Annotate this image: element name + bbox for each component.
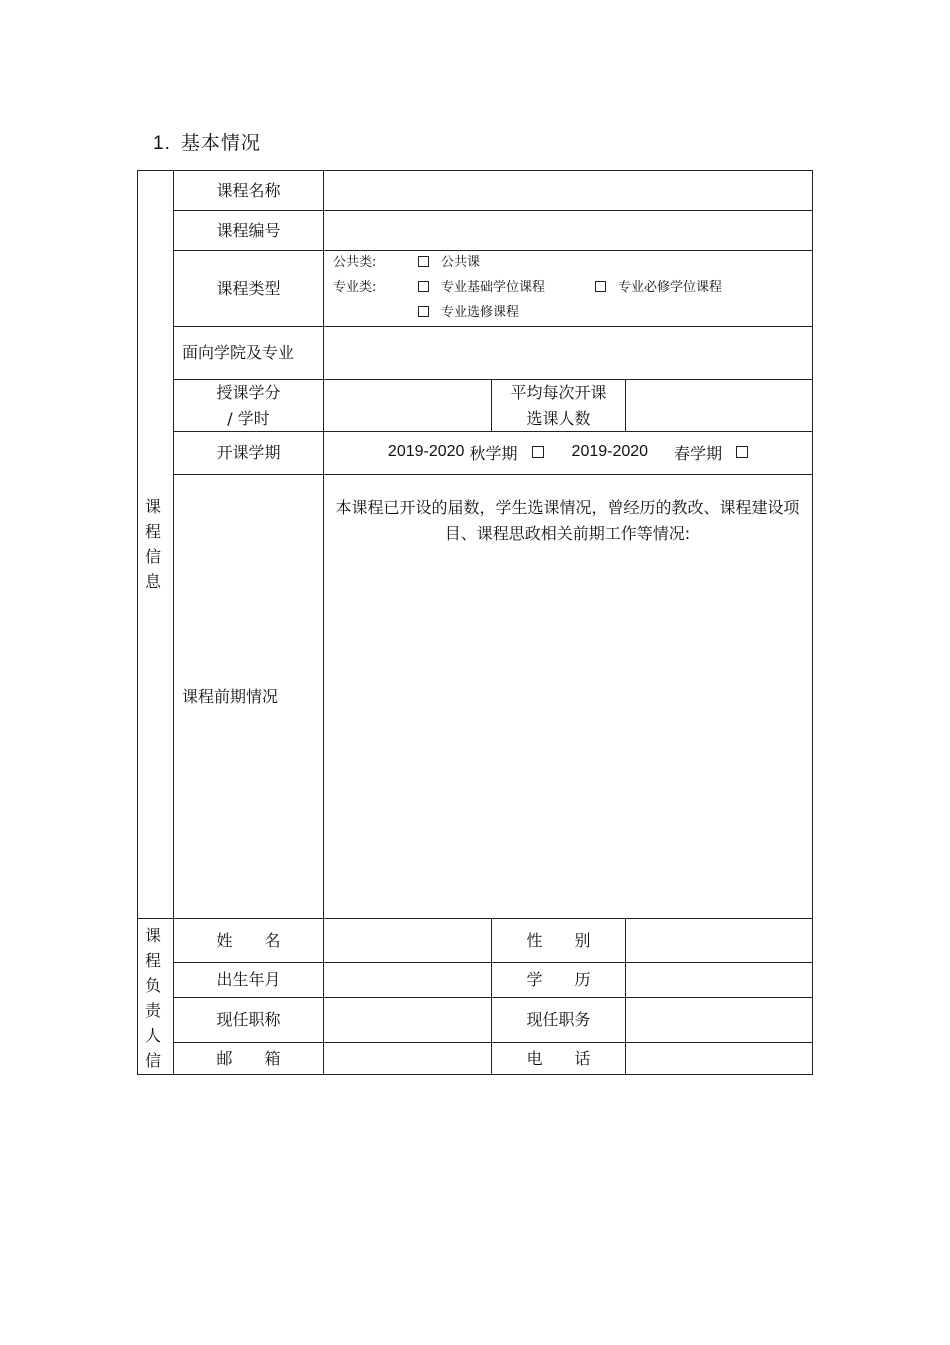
leader-gender-field[interactable] bbox=[626, 919, 812, 962]
public-category-label: 公共类: bbox=[333, 255, 377, 270]
course-name-label: 课程名称 bbox=[216, 180, 281, 200]
leader-position-label: 现任职务 bbox=[526, 1010, 591, 1029]
leader-education-label: 学 历 bbox=[526, 970, 591, 989]
heading-title: 基本情况 bbox=[180, 132, 261, 154]
checkbox-icon[interactable] bbox=[595, 281, 606, 292]
leader-education-field[interactable] bbox=[626, 963, 812, 997]
prior-prompt-text: 本课程已开设的届数，学生选课情况，曾经历的教改、课程建设项目、课程思政相关前期工作等情况: bbox=[335, 498, 800, 543]
leader-phone-label: 电 话 bbox=[526, 1048, 591, 1068]
course-code-label: 课程编号 bbox=[216, 220, 281, 240]
leader-email-field[interactable] bbox=[324, 1043, 491, 1074]
target-college-field[interactable] bbox=[324, 327, 812, 379]
checkbox-icon[interactable] bbox=[418, 256, 429, 267]
public-course-option[interactable]: 公共课 bbox=[418, 250, 480, 275]
credits-label: 授课学分 / 学时 bbox=[216, 382, 281, 428]
leader-gender-label: 性 别 bbox=[526, 930, 591, 950]
leader-title-field[interactable] bbox=[324, 998, 491, 1042]
term-label: 开课学期 bbox=[216, 443, 281, 462]
leader-position-field[interactable] bbox=[626, 998, 812, 1042]
course-info-section-label: 课 程 信 息 bbox=[144, 497, 161, 591]
major-basic-option[interactable]: 专业基础学位课程 bbox=[418, 275, 545, 300]
credits-field[interactable] bbox=[324, 380, 491, 431]
leader-title-label: 现任职称 bbox=[216, 1010, 281, 1029]
checkbox-icon[interactable] bbox=[418, 281, 429, 292]
major-category-label: 专业类: bbox=[333, 280, 377, 295]
prior-field[interactable] bbox=[324, 560, 812, 915]
course-name-field[interactable] bbox=[324, 171, 812, 210]
course-type-label: 课程类型 bbox=[216, 278, 281, 298]
avg-enrollment-field[interactable] bbox=[626, 380, 812, 431]
major-elective-option[interactable]: 专业选修课程 bbox=[418, 300, 519, 325]
target-college-label: 面向学院及专业 bbox=[182, 343, 295, 362]
avg-enrollment-label: 平均每次开课 选课人数 bbox=[510, 382, 607, 428]
spring-term-checkbox[interactable] bbox=[736, 446, 748, 458]
checkbox-icon[interactable] bbox=[418, 306, 429, 317]
prior-label: 课程前期情况 bbox=[182, 686, 279, 706]
leader-phone-field[interactable] bbox=[626, 1043, 812, 1074]
heading-number: 1. bbox=[153, 133, 171, 154]
leader-name-field[interactable] bbox=[324, 919, 491, 962]
leader-name-label: 姓 名 bbox=[216, 930, 281, 950]
term-options: 2019-2020 秋学期 2019-2020 春学期 bbox=[324, 432, 812, 472]
leader-email-label: 邮 箱 bbox=[216, 1048, 281, 1068]
leader-info-section-label: 课 程 负 责 人 信 bbox=[144, 926, 161, 1070]
major-required-option[interactable]: 专业必修学位课程 bbox=[595, 275, 722, 300]
leader-birth-label: 出生年月 bbox=[216, 970, 281, 989]
autumn-term-checkbox[interactable] bbox=[532, 446, 544, 458]
course-code-field[interactable] bbox=[324, 211, 812, 250]
course-type-options bbox=[333, 250, 803, 325]
section-heading bbox=[153, 128, 261, 155]
leader-birth-field[interactable] bbox=[324, 963, 491, 997]
